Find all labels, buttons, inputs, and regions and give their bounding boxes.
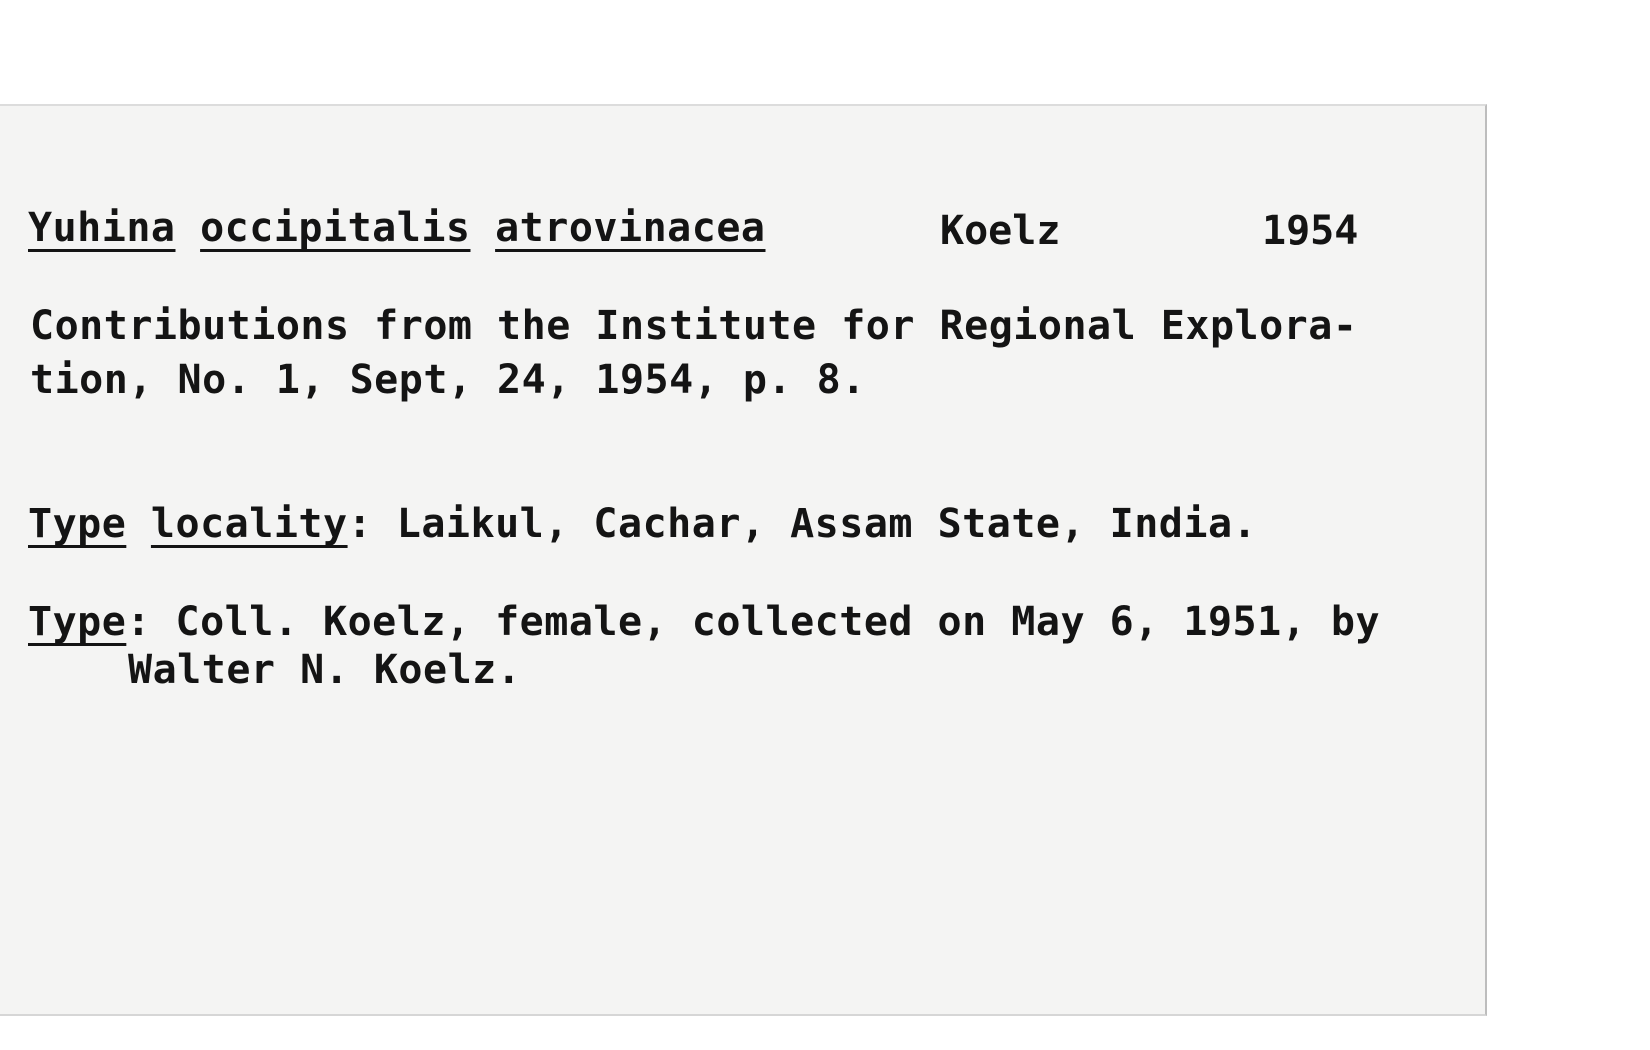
type-locality-label-word2: locality [150,501,348,547]
type-line-2: Walter N. Koelz. [128,647,522,693]
type-locality-label-word1: Type [28,501,127,547]
publication-year: 1954 [1262,208,1359,254]
type-separator: : [126,599,151,645]
index-card [0,104,1487,1016]
type-locality-separator: : [347,501,373,547]
taxon-name [28,205,766,251]
taxon-subspecies: atrovinacea [495,205,766,251]
type-row [28,599,1381,645]
type-line-1: Coll. Koelz, female, collected on May 6, 1951, by [175,599,1381,645]
type-locality-value: Laikul, Cachar, Assam State, India. [396,501,1258,547]
type-label: Type [28,599,127,645]
citation-line-2: tion, No. 1, Sept, 24, 1954, p. 8. [30,357,866,403]
citation-line-1: Contributions from the Institute for Regional Explora- [30,303,1358,349]
type-locality-row [28,501,1258,547]
taxon-genus: Yuhina [28,205,176,251]
author-name: Koelz [940,208,1061,254]
taxon-species: occipitalis [200,205,471,251]
